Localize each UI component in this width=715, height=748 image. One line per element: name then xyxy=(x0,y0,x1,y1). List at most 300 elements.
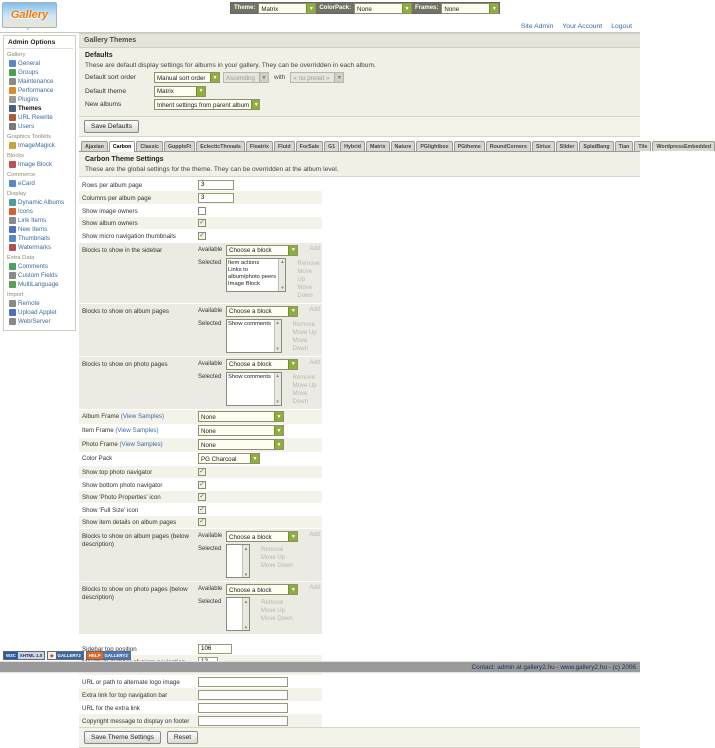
main-content xyxy=(78,33,712,748)
chevron-down-icon: ▼ xyxy=(334,73,343,82)
xhtml-badge[interactable] xyxy=(3,651,45,660)
setting-label: Album Frame (View Samples) xyxy=(82,413,165,420)
sidebar-item-label: Maintenance xyxy=(18,78,54,85)
gallery2-badge[interactable] xyxy=(47,651,84,660)
block-chooser xyxy=(198,531,320,578)
block-available-line xyxy=(198,531,320,542)
server-icon xyxy=(9,318,16,325)
add-link[interactable]: Add xyxy=(309,306,320,313)
colorpack-select-value: None xyxy=(357,5,372,13)
available-label: Available xyxy=(198,246,223,253)
block-chooser xyxy=(198,359,320,406)
setting-input-sidebar-top-position[interactable] xyxy=(198,644,232,654)
remove-link[interactable]: Remove xyxy=(297,260,320,267)
chevron-down-icon: ▼ xyxy=(274,440,283,449)
scroll-up-icon[interactable]: ▲ xyxy=(275,320,280,325)
default-theme-select[interactable] xyxy=(154,86,206,97)
setting-checkbox-show-image-owners[interactable] xyxy=(198,207,206,215)
selected-blocks-items xyxy=(227,320,274,352)
sidebar-item-imagemagick[interactable] xyxy=(6,141,73,150)
sidebar-item-upload-applet[interactable] xyxy=(6,308,73,317)
block-selected-line xyxy=(198,597,320,631)
setting-control xyxy=(198,644,320,654)
sidebar-item-ecard[interactable] xyxy=(6,179,73,188)
block-actions xyxy=(297,258,320,300)
sidebar-item-thumbnails[interactable] xyxy=(6,234,73,243)
scroll-down-icon[interactable]: ▼ xyxy=(275,399,280,404)
chevron-down-icon: ▼ xyxy=(402,4,411,13)
setting-label: URL for the extra link xyxy=(82,704,140,712)
footer-contact-text: Contact: admin at gallery2.hu - www.gallery2.hu - (c) 2006 xyxy=(471,663,636,671)
sidebar-item-new-items[interactable] xyxy=(6,225,73,234)
setting-row-columns-per-album-page xyxy=(79,191,322,204)
gallery-logo[interactable] xyxy=(2,2,57,28)
move-down-link[interactable]: Move Down xyxy=(261,563,293,569)
tab-forsale[interactable]: ForSale xyxy=(296,141,323,152)
plug-icon xyxy=(9,96,16,103)
block-chooser xyxy=(198,245,320,300)
selected-block-item[interactable]: Image Block xyxy=(228,280,260,287)
setting-checkbox-show-micro-navigation-thumbnails[interactable]: ✓ xyxy=(199,231,205,239)
sidebar-item-label: Plugins xyxy=(18,96,39,103)
sidebar-item-comments[interactable] xyxy=(6,262,73,271)
sidebar-section-gallery: Gallery xyxy=(7,52,26,58)
setting-checkbox-show-album-owners[interactable]: ✓ xyxy=(199,219,205,226)
choose-a-block-select[interactable] xyxy=(226,531,298,542)
view-samples-link[interactable]: (View Samples) xyxy=(113,427,159,434)
choose-a-block-select-value: Choose a block xyxy=(229,308,272,315)
sidebar-section-import: Import xyxy=(7,292,24,298)
icons-icon xyxy=(9,208,16,215)
sidebar-item-users[interactable] xyxy=(6,122,73,131)
setting-checkbox-show-item-details-on-album-pages[interactable]: ✓ xyxy=(199,518,205,525)
setting-control xyxy=(198,467,320,476)
selected-blocks-items xyxy=(227,259,278,291)
scroll-down-icon[interactable]: ▼ xyxy=(243,571,249,577)
sidebar-item-label: Link Items xyxy=(18,217,47,224)
setting-checkbox-show-top-photo-navigator[interactable]: ✓ xyxy=(199,468,205,475)
tab-classic[interactable]: Classic xyxy=(136,141,163,152)
selected-block-item[interactable]: Show comments xyxy=(228,373,271,380)
tab-roundcorners[interactable]: RoundCorners xyxy=(486,141,531,152)
sidebar-item-url-rewrite[interactable] xyxy=(6,113,73,122)
scroll-up-icon[interactable]: ▲ xyxy=(243,598,249,604)
sort-preset-value: « no preset » xyxy=(293,74,330,82)
performance-icon xyxy=(9,87,16,94)
setting-row-show-item-details-on-album-pages xyxy=(79,516,322,529)
setting-label: Show item details on album pages xyxy=(82,519,177,526)
remove-link[interactable]: Remove xyxy=(292,321,315,328)
block-selected-line xyxy=(198,319,320,353)
move-down-link[interactable]: Move Down xyxy=(297,284,313,299)
defaults-description: These are default display settings for albums in your gallery. They can be overridden in each album. xyxy=(85,62,376,69)
theme-tabs xyxy=(79,141,712,153)
setting-select-album-frame[interactable] xyxy=(198,411,284,422)
sidebar-item-label: Dynamic Albums xyxy=(18,199,65,206)
listbox-scrollbar[interactable] xyxy=(242,545,249,577)
choose-a-block-select[interactable] xyxy=(226,584,298,595)
selected-label: Selected xyxy=(198,599,222,605)
setting-row-rows-per-album-page xyxy=(79,178,322,191)
selected-blocks-listbox[interactable] xyxy=(226,597,250,631)
tab-nature[interactable]: Nature xyxy=(391,141,416,152)
wrench-icon xyxy=(9,78,16,85)
setting-control xyxy=(198,716,320,726)
setting-control xyxy=(198,180,320,190)
chevron-down-icon: ▼ xyxy=(274,426,283,435)
theme-select-value: Matrix xyxy=(261,5,279,13)
setting-input-rows-per-album-page[interactable] xyxy=(198,180,234,190)
sidebar-item-label: eCard xyxy=(18,180,35,187)
your-account-link[interactable]: Your Account xyxy=(562,22,603,30)
scroll-down-icon[interactable]: ▼ xyxy=(243,624,249,630)
listbox-scrollbar[interactable] xyxy=(274,320,281,352)
tab-splatbang[interactable]: SplatBang xyxy=(579,141,613,152)
available-label: Available xyxy=(198,360,223,367)
setting-control xyxy=(198,517,320,526)
setting-row-extra-link-for-top-navigation-bar xyxy=(79,688,322,701)
setting-control xyxy=(198,425,320,436)
selected-blocks-listbox[interactable] xyxy=(226,319,282,353)
scroll-up-icon[interactable]: ▲ xyxy=(280,259,285,264)
tab-siriux[interactable]: Siriux xyxy=(532,141,555,152)
scroll-up-icon[interactable]: ▲ xyxy=(243,545,249,551)
colorpack-select-label: ColorPack: xyxy=(316,3,354,13)
tab-wordpressembedded[interactable]: WordpressEmbedded xyxy=(652,141,715,152)
setting-select-photo-frame-value: None xyxy=(201,441,216,449)
save-defaults-button[interactable]: Save Defaults xyxy=(84,120,139,133)
custom-fields-icon xyxy=(9,272,16,279)
block-actions xyxy=(261,597,293,623)
listbox-scrollbar[interactable] xyxy=(242,598,249,630)
sidebar-item-watermarks[interactable] xyxy=(6,243,73,252)
help-gallery2-badge[interactable] xyxy=(86,651,131,660)
selected-blocks-listbox[interactable] xyxy=(226,372,282,406)
sort-preset-select-disabled xyxy=(290,72,344,83)
reset-button[interactable]: Reset xyxy=(167,731,198,744)
tab-pgtheme[interactable]: PGtheme xyxy=(454,141,485,152)
ecard-icon xyxy=(9,180,16,187)
theme-select[interactable] xyxy=(258,3,316,14)
themes-icon xyxy=(9,105,16,112)
tab-guppleft[interactable]: GuppleFt xyxy=(164,141,195,152)
scroll-down-icon[interactable]: ▼ xyxy=(280,285,285,290)
block-available-line xyxy=(198,306,320,317)
sort-direction-select-disabled xyxy=(223,72,269,83)
view-samples-link[interactable]: (View Samples) xyxy=(119,413,165,420)
setting-row-blocks-to-show-on-album-pages-below-description xyxy=(79,529,322,581)
tab-slider[interactable]: Slider xyxy=(556,141,579,152)
tab-carbon[interactable]: Carbon xyxy=(109,141,136,153)
chevron-down-icon: ▼ xyxy=(288,246,297,255)
move-up-link[interactable]: Move Up xyxy=(297,268,313,283)
xhtml-badge-left: W3C xyxy=(6,653,16,658)
move-down-link[interactable]: Move Down xyxy=(261,616,293,622)
setting-control xyxy=(198,411,320,422)
selected-blocks-listbox[interactable] xyxy=(226,258,286,292)
tab-g1[interactable]: G1 xyxy=(324,141,339,152)
setting-control xyxy=(198,439,320,450)
sidebar-item-image-block[interactable] xyxy=(6,160,73,169)
setting-select-item-frame[interactable] xyxy=(198,425,284,436)
theme-settings-title: Carbon Theme Settings xyxy=(85,156,164,163)
selected-blocks-items xyxy=(227,545,242,577)
chevron-down-icon: ▼ xyxy=(196,87,205,96)
default-sort-order-select[interactable] xyxy=(154,72,220,83)
sidebar-item-icons[interactable] xyxy=(6,207,73,216)
footer-bar xyxy=(0,661,640,673)
choose-a-block-select[interactable] xyxy=(226,306,298,317)
setting-row-show-image-owners xyxy=(79,204,322,217)
remove-link[interactable]: Remove xyxy=(292,374,315,381)
sidebar-sections xyxy=(6,52,73,326)
setting-input-url-or-path-to-alternate-logo-image[interactable] xyxy=(198,677,288,687)
tab-hybrid[interactable]: Hybrid xyxy=(340,141,365,152)
setting-row-blocks-to-show-on-photo-pages xyxy=(79,357,322,409)
thumbnails-icon xyxy=(9,235,16,242)
block-actions xyxy=(293,372,320,406)
sidebar-item-plugins[interactable] xyxy=(6,95,73,104)
setting-control xyxy=(198,453,320,464)
setting-input-copyright-message-to-display-on-footer[interactable] xyxy=(198,716,288,726)
selected-block-item[interactable]: Show comments xyxy=(228,320,271,327)
new-items-icon xyxy=(9,226,16,233)
sidebar-item-remote[interactable] xyxy=(6,299,73,308)
block-available-line xyxy=(198,359,320,370)
watermark-icon xyxy=(9,244,16,251)
new-albums-value: Inherit settings from parent album xyxy=(157,101,250,109)
image-block-icon xyxy=(9,161,16,168)
sidebar-item-label: Custom Fields xyxy=(18,272,58,279)
move-up-link[interactable]: Move Up xyxy=(261,608,286,614)
selected-blocks-listbox[interactable] xyxy=(226,544,250,578)
defaults-section xyxy=(79,48,640,117)
listbox-scrollbar[interactable] xyxy=(274,373,281,405)
setting-control xyxy=(198,206,320,215)
chevron-down-icon: ▼ xyxy=(306,4,315,13)
sidebar-item-general[interactable] xyxy=(6,59,73,68)
sort-direction-value: Ascending xyxy=(226,74,255,82)
tab-matrix[interactable]: Matrix xyxy=(366,141,390,152)
sidebar-item-label: Themes xyxy=(18,105,42,112)
setting-row-copyright-message-to-display-on-footer xyxy=(79,714,322,727)
setting-row-show-top-photo-navigator xyxy=(79,466,322,479)
upload-icon xyxy=(9,309,16,316)
add-link[interactable]: Add xyxy=(309,585,320,591)
block-chooser xyxy=(198,306,320,353)
tab-pglightbox[interactable]: PGlightbox xyxy=(416,141,452,152)
theme-settings-section xyxy=(79,152,640,177)
sidebar-item-label: New Items xyxy=(18,226,48,233)
setting-checkbox-show-photo-properties-icon[interactable]: ✓ xyxy=(199,493,205,500)
selected-label: Selected xyxy=(198,259,222,266)
frames-select[interactable] xyxy=(441,3,499,14)
sidebar-section-extra-data: Extra Data xyxy=(7,255,35,261)
tab-ajaxian[interactable]: Ajaxian xyxy=(81,141,108,152)
tab-floatrix[interactable]: Floatrix xyxy=(246,141,273,152)
block-actions xyxy=(261,544,293,570)
tab-fluid[interactable]: Fluid xyxy=(274,141,295,152)
block-chooser xyxy=(198,584,320,631)
add-link[interactable]: Add xyxy=(309,359,320,366)
available-label: Available xyxy=(198,533,223,539)
sidebar-item-dynamic-albums[interactable] xyxy=(6,198,73,207)
sidebar-item-web-server[interactable] xyxy=(6,317,73,326)
setting-checkbox-show-bottom-photo-navigator[interactable]: ✓ xyxy=(199,480,205,488)
sidebar-item-maintenance[interactable] xyxy=(6,77,73,86)
selected-label: Selected xyxy=(198,373,222,380)
frames-select-value: None xyxy=(444,5,460,13)
setting-label: Show top photo navigator xyxy=(82,469,153,476)
sort-with-text: with xyxy=(274,74,286,81)
setting-control xyxy=(198,505,320,514)
setting-control xyxy=(198,218,320,227)
chevron-down-icon: ▼ xyxy=(288,585,297,594)
save-theme-settings-bar xyxy=(79,727,640,748)
settings-rows xyxy=(79,178,322,727)
sidebar-item-label: Icons xyxy=(18,208,33,215)
setting-control xyxy=(198,584,320,631)
move-up-link[interactable]: Move Up xyxy=(261,555,286,561)
chevron-down-icon: ▼ xyxy=(259,73,268,82)
choose-a-block-select[interactable] xyxy=(226,359,298,370)
setting-row-blocks-to-show-on-photo-pages-below-description xyxy=(79,582,322,634)
sidebar-item-label: Remote xyxy=(18,300,40,307)
listbox-scrollbar[interactable] xyxy=(278,259,285,291)
setting-label: Show micro navigation thumbnails xyxy=(82,232,176,240)
setting-label: Blocks to show on album pages xyxy=(82,307,170,315)
remove-link[interactable]: Remove xyxy=(261,600,284,606)
setting-row-blocks-to-show-on-album-pages xyxy=(79,304,322,356)
default-theme-label: Default theme xyxy=(85,87,127,95)
sidebar-item-label: URL Rewrite xyxy=(18,114,53,121)
scroll-up-icon[interactable]: ▲ xyxy=(275,373,280,378)
setting-row-url-or-path-to-alternate-logo-image xyxy=(79,675,322,688)
move-down-link[interactable]: Move Down xyxy=(292,337,308,352)
setting-label: Show album owners xyxy=(82,220,138,227)
setting-select-color-pack-value: PG Charcoal xyxy=(201,455,237,463)
setting-label: Blocks to show on album pages (below description) xyxy=(82,533,189,548)
block-selected-line xyxy=(198,258,320,300)
add-link[interactable]: Add xyxy=(309,532,320,538)
setting-label: Rows per album page xyxy=(82,181,143,189)
theme-select-label: Theme: xyxy=(231,3,258,13)
setting-label: Blocks to show in the sidebar xyxy=(82,246,163,254)
setting-row-photo-frame xyxy=(79,438,322,452)
sidebar-item-performance[interactable] xyxy=(6,86,73,95)
sidebar-item-groups[interactable] xyxy=(6,68,73,77)
sidebar-item-themes[interactable] xyxy=(6,104,73,113)
setting-row-show-full-size-icon xyxy=(79,503,322,516)
choose-a-block-select-value: Choose a block xyxy=(229,247,272,254)
move-up-link[interactable]: Move Up xyxy=(292,329,317,336)
setting-row-show-photo-properties-icon xyxy=(79,491,322,504)
setting-row-show-album-owners xyxy=(79,217,322,230)
tab-tian[interactable]: Tian xyxy=(615,141,634,152)
move-down-link[interactable]: Move Down xyxy=(292,390,308,405)
comments-icon xyxy=(9,263,16,270)
pencil-icon xyxy=(9,114,16,121)
selected-label: Selected xyxy=(198,320,222,327)
choose-a-block-select[interactable] xyxy=(226,245,298,256)
view-samples-link[interactable]: (View Samples) xyxy=(117,441,163,448)
setting-select-photo-frame[interactable] xyxy=(198,439,284,450)
xhtml-badge-right: XHTML 1.0 xyxy=(19,653,43,658)
setting-select-album-frame-value: None xyxy=(201,413,216,421)
sidebar-item-label: ImageMagick xyxy=(18,142,55,149)
chevron-down-icon: ▼ xyxy=(274,412,283,421)
chevron-down-icon: ▼ xyxy=(288,360,297,369)
add-link[interactable]: Add xyxy=(309,245,320,252)
logout-link[interactable]: Logout xyxy=(611,22,632,30)
help-gallery2-badge-left: HELP xyxy=(88,653,101,658)
setting-control xyxy=(198,359,320,406)
nav-row xyxy=(0,20,640,33)
setting-label: Show 'Full Size' icon xyxy=(82,506,139,514)
setting-row-color-pack xyxy=(79,452,322,466)
sidebar-item-label: Upload Applet xyxy=(18,309,57,316)
block-selected-line xyxy=(198,372,320,406)
setting-label: Photo Frame (View Samples) xyxy=(82,441,163,448)
sidebar-title: Admin Options xyxy=(6,38,73,49)
setting-row-url-for-the-extra-link xyxy=(79,701,322,714)
admin-sidebar xyxy=(0,33,78,331)
move-up-link[interactable]: Move Up xyxy=(292,382,317,389)
chevron-down-icon: ▼ xyxy=(489,4,498,13)
setting-input-extra-link-for-top-navigation-bar[interactable] xyxy=(198,690,288,700)
sidebar-item-label: Comments xyxy=(18,263,48,270)
sidebar-item-label: MultiLanguage xyxy=(18,281,59,288)
tab-tile[interactable]: Tile xyxy=(634,141,651,152)
monitor-icon xyxy=(9,60,16,67)
user-icon xyxy=(9,123,16,130)
setting-control xyxy=(198,531,320,578)
tab-eclecticthreads[interactable]: EclecticThreads xyxy=(196,141,245,152)
chevron-down-icon: ▼ xyxy=(250,454,259,463)
sidebar-item-multilanguage[interactable] xyxy=(6,280,73,289)
sidebar-item-label: Image Block xyxy=(18,161,53,168)
setting-input-url-for-the-extra-link[interactable] xyxy=(198,703,288,713)
block-available-line xyxy=(198,584,320,595)
remove-link[interactable]: Remove xyxy=(261,547,284,553)
setting-checkbox-show-full-size-icon[interactable]: ✓ xyxy=(199,505,205,513)
setting-control xyxy=(198,677,320,687)
choose-a-block-select-value: Choose a block xyxy=(229,586,272,594)
sidebar-section-commerce: Commerce xyxy=(7,172,36,178)
new-albums-select[interactable] xyxy=(154,99,260,110)
save-theme-settings-button[interactable]: Save Theme Settings xyxy=(84,731,161,744)
setting-select-color-pack[interactable] xyxy=(198,453,260,464)
selected-block-item[interactable]: Item actions xyxy=(228,259,260,266)
available-label: Available xyxy=(198,586,223,592)
setting-label: Sidebar top position xyxy=(82,645,137,653)
colorpack-select[interactable] xyxy=(354,3,412,14)
sidebar-item-link-items[interactable] xyxy=(6,216,73,225)
setting-input-columns-per-album-page[interactable] xyxy=(198,193,234,203)
remote-icon xyxy=(9,300,16,307)
wand-icon xyxy=(9,142,16,149)
sidebar-item-label: Thumbnails xyxy=(18,235,50,242)
site-admin-link[interactable]: Site Admin xyxy=(520,22,554,30)
sidebar-item-label: General xyxy=(18,60,41,67)
selected-block-item[interactable]: Links to album/photo peers xyxy=(228,266,277,280)
scroll-down-icon[interactable]: ▼ xyxy=(275,346,280,351)
sidebar-item-custom-fields[interactable] xyxy=(6,271,73,280)
defaults-title: Defaults xyxy=(85,52,113,59)
choose-a-block-select-value: Choose a block xyxy=(229,533,272,541)
default-theme-row xyxy=(85,86,634,97)
sidebar-section-display: Display xyxy=(7,191,27,197)
